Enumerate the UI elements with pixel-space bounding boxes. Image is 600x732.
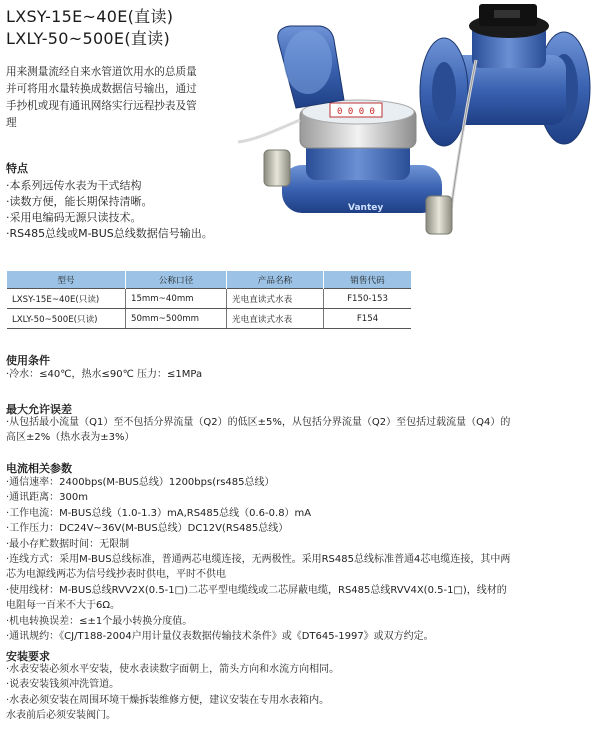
conditions-item: ·冷水：≤40℃，热水≤90℃ 压力：≤1MPa	[6, 369, 203, 380]
feature-item: ·本系列远传水表为干式结构	[6, 179, 142, 192]
conditions-list	[6, 367, 596, 382]
brand-text: Vantey	[348, 203, 384, 213]
table-cell: 50mm~500mm	[126, 309, 227, 329]
title-line-2: LXLY-50~500E(直读)	[6, 29, 171, 48]
install-item: ·水表必须安装在周围环境干燥拆装维修方便，建议安装在专用水表箱内。	[6, 694, 330, 706]
features-list	[6, 178, 213, 242]
electrical-item: ·通信速率：2400bps(M-BUS总线）1200bps(rs485总线）	[6, 477, 275, 488]
electrical-item: 电阻每一百米不大于6Ω。	[6, 600, 121, 612]
col-header: 型号	[7, 271, 126, 289]
error-item: ·从包括最小流量（Q1）至不包括分界流量（Q2）的低区±5%，从包括分界流量（Q2）至包括过载流量（Q4）的	[6, 417, 511, 428]
electrical-item: ·连线方式：采用M-BUS总线标准，普通两芯电缆连接，无两极性。采用RS485总线标准普通4芯电缆连接，其中两	[6, 554, 511, 566]
table-cell: LXSY-15E~40E(只读)	[7, 289, 126, 309]
install-item: ·说表安装钱须冲洗管道。	[6, 679, 120, 691]
install-title: 安装要求	[6, 650, 50, 663]
large-meter	[420, 4, 590, 146]
features-title: 特点	[6, 162, 28, 175]
table-row	[7, 309, 411, 329]
electrical-item: ·通讯规约：《CJ/T188-2004户用计量仪表数据传输技术条件》或《DT645-1997》或双方约定。	[6, 631, 434, 643]
electrical-item: ·机电转换误差：≤±1个最小转换分度值。	[6, 615, 193, 627]
table-cell: LXLY-50~500E(只读)	[7, 309, 126, 329]
intro-line: 用来测量流经自来水管道饮用水的总质量	[6, 66, 197, 78]
title-line-1: LXSY-15E~40E(直读)	[6, 7, 174, 26]
feature-item: ·读数方便，能长期保持清晰。	[6, 195, 153, 208]
intro-line: 理	[6, 117, 17, 129]
feature-item: ·RS485总线或M-BUS总线数据信号输出。	[6, 227, 213, 240]
intro-line: 并可将用水量转换成数据信号输出，通过	[6, 83, 197, 95]
dial-digits: 0 0 0 0	[337, 107, 375, 117]
install-item: 水表前后必须安装阀门。	[6, 710, 116, 722]
water-meter-photo	[236, 0, 596, 256]
table-header-row	[7, 271, 411, 289]
table-cell: 光电直读式水表	[227, 309, 324, 329]
electrical-title: 电流相关参数	[6, 462, 72, 475]
electrical-list	[6, 475, 596, 644]
error-title: 最大允许误差	[6, 403, 72, 416]
small-meter	[264, 26, 452, 234]
intro-paragraph	[6, 64, 246, 132]
table-cell: 15mm~40mm	[126, 289, 227, 309]
spec-table	[7, 271, 411, 329]
intro-line: 手抄机或现有通讯网络实行远程抄表及管	[6, 100, 197, 112]
electrical-item: ·工作电流：M-BUS总线（1.0-1.3）mA,RS485总线（0.6-0.8）mA	[6, 507, 312, 519]
feature-item: ·采用电编码无源只读技术。	[6, 211, 142, 224]
install-item: ·水表安装必须水平安装，使水表读数字面朝上，箭头方向和水流方向相同。	[6, 664, 340, 675]
table-row	[7, 289, 411, 309]
conditions-title: 使用条件	[6, 354, 50, 367]
error-list	[6, 415, 596, 446]
table-cell: F154	[324, 309, 412, 329]
electrical-item: ·工作压力：DC24V~36V(M-BUS总线）DC12V(RS485总线）	[6, 523, 289, 535]
electrical-item: ·通讯距离：300m	[6, 492, 89, 504]
col-header: 公称口径	[126, 271, 227, 289]
table-cell: 光电直读式水表	[227, 289, 324, 309]
table-cell: F150-153	[324, 289, 412, 309]
electrical-item: ·最小存贮数据时间：无限制	[6, 538, 130, 550]
install-list	[6, 662, 596, 724]
col-header: 销售代码	[324, 271, 412, 289]
electrical-item: 芯为电源线两芯为信号线抄表时供电，平时不供电	[6, 569, 226, 581]
electrical-item: ·使用线材：M-BUS总线RVV2X(0.5-1□)二芯平型电缆线或二芯屏蔽电缆，RS485总线RVV4X(0.5-1□)，线材的	[6, 584, 507, 596]
error-item: 高区±2%（热水表为±3%）	[6, 432, 135, 444]
col-header: 产品名称	[227, 271, 324, 289]
